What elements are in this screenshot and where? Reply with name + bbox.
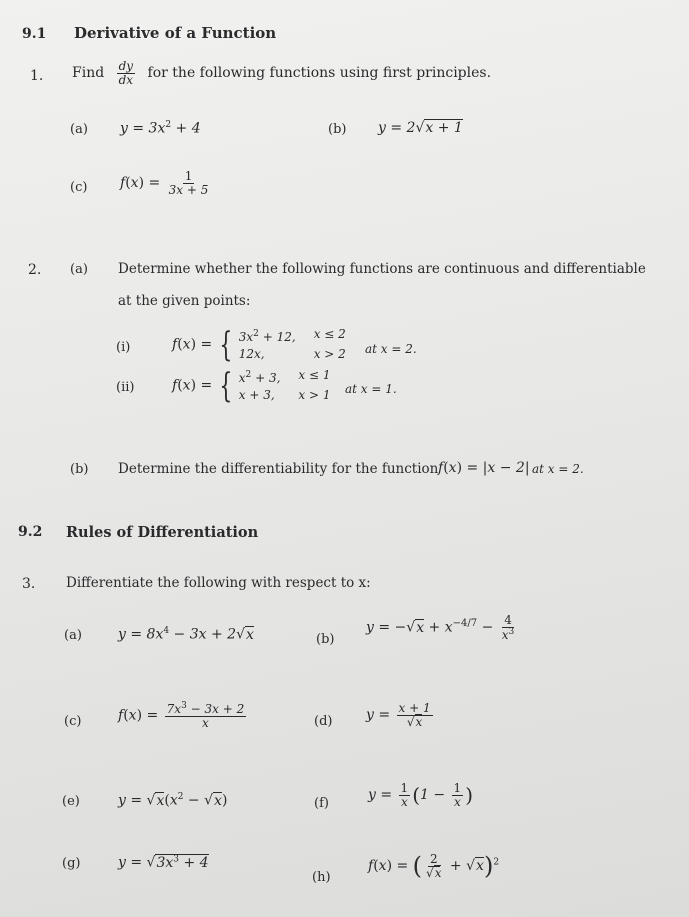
q3-f-equation: y = $\frac{1}{x}$ (1 − $\frac{1}{x}$ ): [368, 781, 473, 809]
section-number: 9.2: [18, 524, 43, 540]
q3-g-equation: $y = √3x^3 + 4$: [118, 854, 209, 871]
q2-ii-label: (ii): [116, 380, 135, 395]
section-title: Derivative of a Function: [74, 24, 277, 42]
q2-b-point: at x = 2.: [532, 462, 584, 476]
q2-ii-point: at x = 1.: [345, 382, 397, 396]
q1-c-equation: f(x) = $\frac{1}{3x + 5}$: [120, 169, 209, 197]
question-number: 1.: [30, 68, 44, 84]
q2-a-text: Determine whether the following functions are continuous and differentiable: [118, 261, 646, 277]
q3-d-equation: y = $\frac{x + 1}{√x}$: [366, 701, 431, 729]
question-number: 2.: [28, 262, 42, 278]
q1-b-equation: y = 2√x + 1: [378, 120, 463, 136]
section-title: Rules of Differentiation: [66, 524, 259, 541]
q2-b-text: Determine the differentiability for the function: [118, 461, 439, 477]
q3-e-equation: $y = √x(x^2 - √x)$: [118, 792, 228, 809]
q2-a-label: (a): [70, 262, 88, 277]
q3-c-equation: f(x) = $\frac{7x^3 - 3x + 2}{x}$: [118, 701, 245, 730]
q2-b-label: (b): [70, 462, 89, 477]
q2-ii-equation: f(x) = { $x^2 + 3$, x ≤ 1 x + 3, x > 1: [172, 365, 331, 406]
question-3-text: Differentiate the following with respect to x:: [66, 575, 371, 591]
q1-a-equation: $y = 3x^2 + 4$: [120, 120, 201, 137]
question-1-text: Find $\frac{dy}{dx}$ for the following functions using first principles.: [72, 59, 492, 87]
q2-b-equation: f(x) = |x − 2|: [438, 460, 530, 476]
q3-a-label: (a): [64, 628, 82, 643]
q2-i-point: at x = 2.: [365, 342, 417, 356]
q3-f-label: (f): [314, 796, 329, 811]
q2-i-equation: f(x) = { $3x^2 + 12$, x ≤ 2 12x, x > 2: [172, 324, 346, 365]
q2-i-label: (i): [116, 340, 131, 355]
question-number: 3.: [22, 576, 36, 592]
q3-b-equation: $y = -√x + x^{-4/7}$ − $\frac{4}{x^3}$: [366, 613, 515, 642]
q1-a-label: (a): [70, 122, 88, 137]
q3-h-equation: f(x) = ( $\frac{2}{√x}$ + √x)$^2$: [368, 851, 500, 880]
q3-e-label: (e): [62, 794, 80, 809]
q2-a-text-cont: at the given points:: [118, 293, 251, 309]
q3-h-label: (h): [312, 870, 331, 885]
q3-a-equation: $y = 8x^4 - 3x + 2√x$: [118, 626, 254, 643]
section-number: 9.1: [22, 26, 47, 42]
q3-c-label: (c): [64, 714, 82, 729]
q3-g-label: (g): [62, 856, 81, 871]
q1-b-label: (b): [328, 122, 347, 137]
q3-d-label: (d): [314, 714, 333, 729]
q1-c-label: (c): [70, 180, 88, 195]
q3-b-label: (b): [316, 632, 335, 647]
